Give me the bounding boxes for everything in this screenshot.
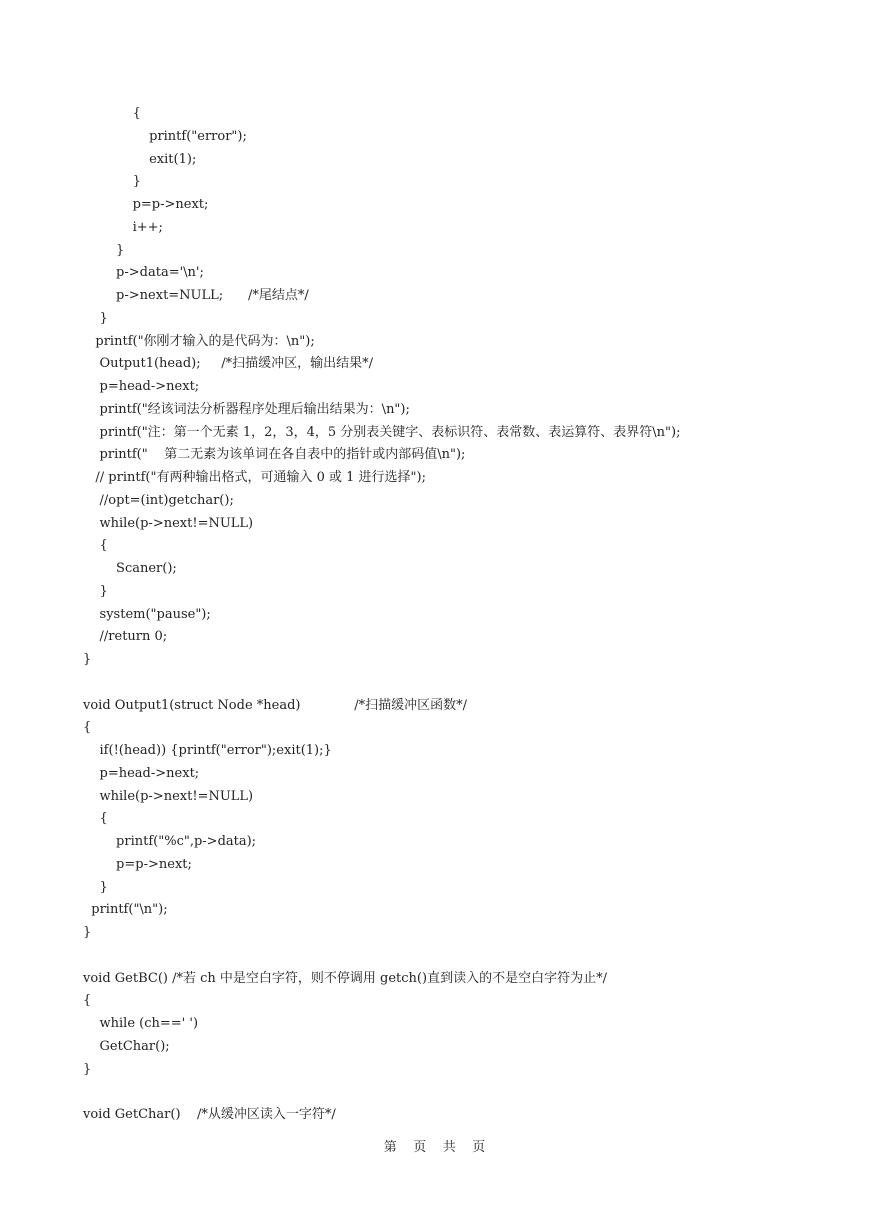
code-line: exit(1); [83, 151, 197, 167]
code-line: p=head->next; [83, 765, 200, 781]
code-line: { [83, 538, 108, 554]
code-line: GetChar(); [83, 1038, 170, 1054]
code-line: void GetBC() /*若 ch 中是空白字符，则不停调用 getch()直到读入的不是空白字符为止*/ [83, 970, 607, 986]
code-line: { [83, 720, 92, 736]
code-line [83, 945, 843, 968]
code-line: } [83, 925, 92, 940]
page-footer: 第 页 共 页 [383, 1140, 486, 1155]
code-line [83, 672, 843, 695]
code-line: printf("注：第一个无素 1，2，3，4，5 分别表关键字、表标识符、表常数、表运算符、表界符\n"); [83, 424, 681, 440]
code-line: { [83, 811, 108, 827]
code-line: system("pause"); [83, 606, 211, 622]
code-line: printf("你刚才输入的是代码为：\n"); [83, 333, 315, 349]
code-line: i++; [83, 219, 163, 235]
code-line: p=p->next; [83, 856, 192, 872]
code-line: //opt=(int)getchar(); [83, 492, 234, 508]
code-line: } [83, 242, 125, 258]
code-line: { [83, 993, 92, 1009]
code-listing [83, 103, 843, 1127]
code-line: } [83, 174, 141, 190]
code-line: } [83, 583, 108, 599]
code-line: if(!(head)) {printf("error");exit(1);} [83, 743, 332, 758]
code-line: while(p->next!=NULL) [83, 515, 254, 531]
code-line: void Output1(struct Node *head) /*扫描缓冲区函数*/ [83, 697, 467, 713]
code-line: Scaner(); [83, 561, 177, 576]
code-line: } [83, 1061, 92, 1077]
code-line: printf("error"); [83, 128, 247, 144]
code-line: } [83, 310, 108, 326]
code-line: } [83, 652, 92, 667]
code-line: p=head->next; [83, 379, 200, 394]
code-line [83, 1081, 843, 1104]
code-line: // printf("有两种输出格式，可通输入 0 或 1 进行选择"); [83, 470, 426, 485]
code-line: p->next=NULL; /*尾结点*/ [83, 288, 309, 303]
code-line: printf("\n"); [83, 902, 168, 918]
code-line: //return 0; [83, 629, 168, 645]
code-line: void GetChar() /*从缓冲区读入一字符*/ [83, 1107, 336, 1122]
code-line: { [83, 106, 141, 121]
code-line: p=p->next; [83, 197, 209, 212]
code-line: printf(" 第二无素为该单词在各自表中的指针或内部码值\n"); [83, 447, 466, 463]
code-line: while (ch==' ') [83, 1016, 199, 1031]
code-line: while(p->next!=NULL) [83, 788, 254, 804]
code-line: p->data='\n'; [83, 265, 204, 281]
code-line: printf("经该词法分析器程序处理后输出结果为：\n"); [83, 401, 410, 417]
code-line: } [83, 879, 108, 895]
code-line: printf("%c",p->data); [83, 834, 257, 849]
code-line: Output1(head); /*扫描缓冲区，输出结果*/ [83, 356, 374, 372]
